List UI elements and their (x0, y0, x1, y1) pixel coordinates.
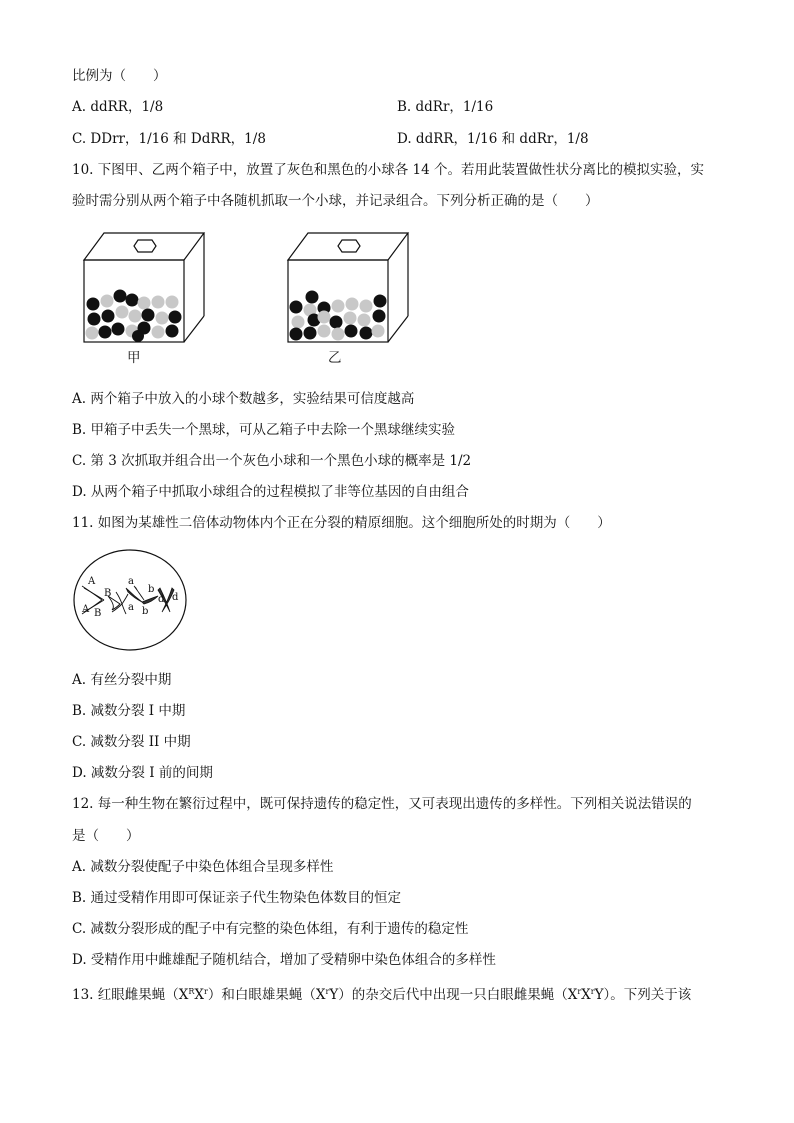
q12-stem-line2: 是（ ） (72, 828, 140, 844)
q9-option-c[interactable]: C. DDrr，1/16 和 DdRR，1/8 (72, 131, 266, 147)
q11-option-d[interactable]: D. 减数分裂 I 前的间期 (72, 765, 213, 781)
q13-part6: Y）。下列关于该 (594, 987, 692, 1003)
box-yi-label: 乙 (328, 350, 342, 366)
q13-part3: ）和白眼雄果蝇（X (207, 987, 326, 1003)
box-yi-balls (290, 291, 387, 341)
q10-option-a[interactable]: A. 两个箱子中放入的小球个数越多，实验结果可信度越高 (72, 391, 415, 407)
q13-sup3: r (325, 987, 330, 996)
q11-stem: 11. 如图为某雄性二倍体动物体内个正在分裂的精原细胞。这个细胞所处的时期为（ ） (72, 515, 611, 531)
q13-part1: 13. 红眼雌果蝇（X (72, 987, 189, 1003)
box-jia-figure (80, 230, 208, 370)
gene-label-b2: b (142, 606, 149, 617)
q9-tail: 比例为（ ） (72, 68, 167, 84)
box-jia-balls (86, 290, 182, 343)
box-yi-svg (284, 230, 412, 370)
gene-label-b1: b (148, 584, 155, 595)
q11-option-b[interactable]: B. 减数分裂 I 中期 (72, 703, 186, 719)
q12-option-c[interactable]: C. 减数分裂形成的配子中有完整的染色体组，有利于遗传的稳定性 (72, 921, 469, 937)
q12-option-b[interactable]: B. 通过受精作用即可保证亲子代生物染色体数目的恒定 (72, 890, 402, 906)
gene-label-B1: B (104, 588, 112, 599)
q10-option-d[interactable]: D. 从两个箱子中抓取小球组合的过程模拟了非等位基因的自由组合 (72, 484, 469, 500)
cell-svg (72, 548, 188, 652)
gene-label-d1: d (158, 594, 165, 605)
q11-option-c[interactable]: C. 减数分裂 II 中期 (72, 734, 191, 750)
gene-label-d2: d (172, 592, 179, 603)
box-jia-svg (80, 230, 208, 370)
gene-label-a2: a (128, 602, 134, 613)
q10-option-c[interactable]: C. 第 3 次抓取并组合出一个灰色小球和一个黑色小球的概率是 1/2 (72, 453, 472, 469)
q10-stem-line2: 验时需分别从两个箱子中各随机抓取一个小球，并记录组合。下列分析正确的是（ ） (72, 193, 599, 209)
box-yi-figure (284, 230, 412, 370)
q10-stem-line1: 10. 下图甲、乙两个箱子中，放置了灰色和黑色的小球各 14 个。若用此装置做性状分离比的模拟实验，实 (72, 162, 705, 178)
gene-label-a1: a (128, 576, 134, 587)
q9-option-b[interactable]: B. ddRr，1/16 (397, 99, 494, 115)
q13-sup2: r (204, 987, 208, 996)
q11-option-a[interactable]: A. 有丝分裂中期 (72, 672, 172, 688)
q12-stem-line1: 12. 每一种生物在繁衍过程中，既可保持遗传的稳定性，又可表现出遗传的多样性。下列相关说法错误的 (72, 796, 692, 812)
q13-part5: X (581, 987, 591, 1003)
q13-sup5: r (590, 987, 595, 996)
cell-figure (72, 548, 188, 652)
gene-label-A2: A (82, 604, 90, 615)
q12-option-a[interactable]: A. 减数分裂使配子中染色体组合呈现多样性 (72, 859, 334, 875)
gene-label-B2: B (94, 608, 102, 619)
q13-sup4: r (577, 987, 582, 996)
q13-part2: X (194, 987, 205, 1003)
q9-option-d[interactable]: D. ddRR，1/16 和 ddRr，1/8 (397, 131, 589, 147)
q13-part4: Y）的杂交后代中出现一只白眼雌果蝇（X (329, 987, 578, 1003)
q10-option-b[interactable]: B. 甲箱子中丢失一个黑球，可从乙箱子中去除一个黑球继续实验 (72, 422, 456, 438)
gene-label-A1: A (88, 576, 96, 587)
q13-stem (72, 983, 691, 1004)
q13-sup1: R (188, 987, 195, 996)
box-jia-label: 甲 (127, 350, 141, 366)
q12-option-d[interactable]: D. 受精作用中雌雄配子随机结合，增加了受精卵中染色体组合的多样性 (72, 952, 496, 968)
q9-option-a[interactable]: A. ddRR，1/8 (72, 99, 164, 115)
